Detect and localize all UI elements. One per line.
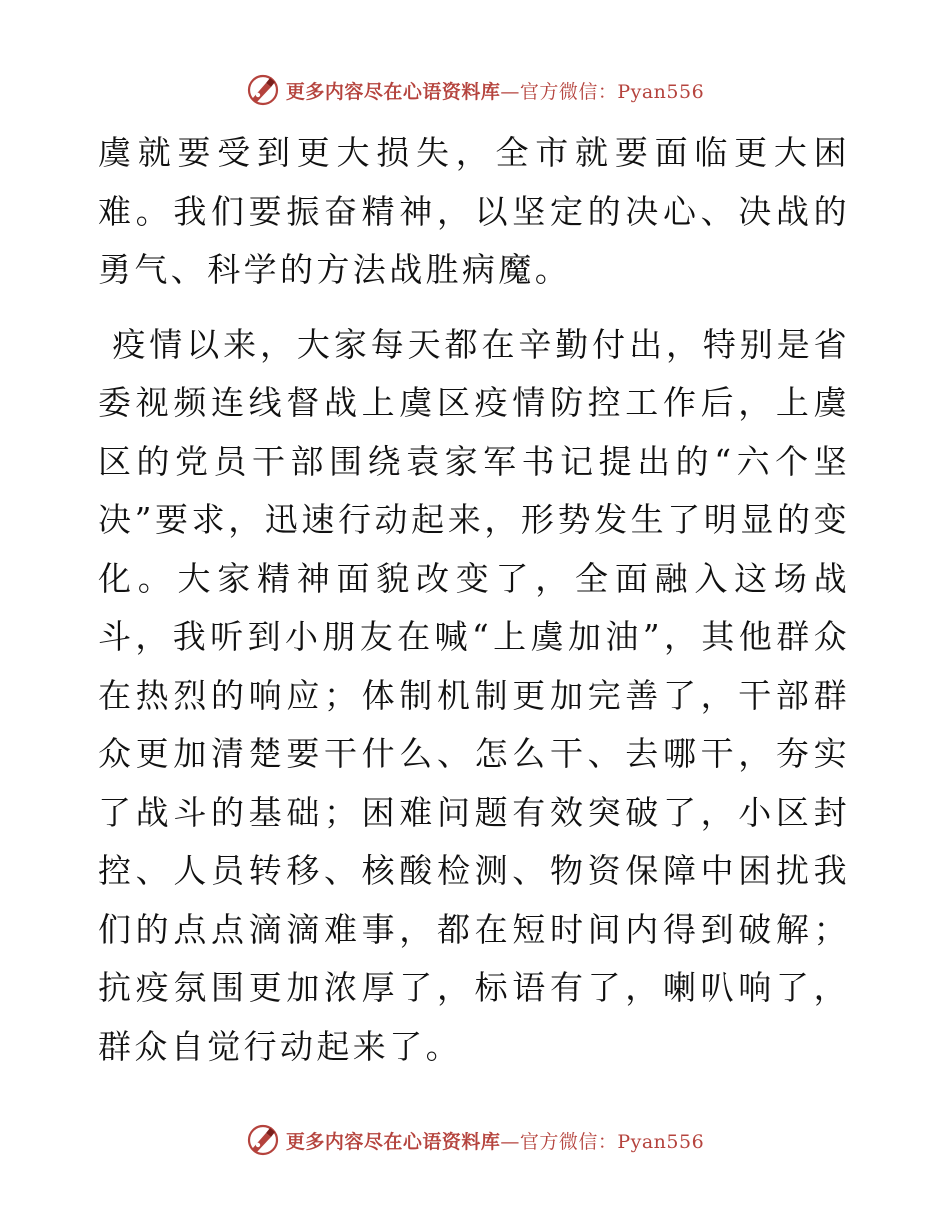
- footer-banner-text: 更多内容尽在心语资料库—官方微信：Pyan556: [285, 1130, 705, 1153]
- header-banner: [0, 70, 950, 110]
- header-banner-text: 更多内容尽在心语资料库—官方微信：Pyan556: [285, 80, 705, 103]
- pen-logo-icon: [246, 73, 280, 107]
- paragraph-1: 虞就要受到更大损失，全市就要面临更大困难。我们要振奋精神，以坚定的决心、决战的勇气、科学的方法战胜病魔。: [98, 133, 850, 289]
- pen-logo-icon: [246, 1123, 280, 1157]
- document-body: [98, 124, 850, 1076]
- paragraph-2: 疫情以来，大家每天都在辛勤付出，特别是省委视频连线督战上虞区疫情防控工作后，上虞区的党员干部围绕袁家军书记提出的“六个坚决”要求，迅速行动起来，形势发生了明显的变化。大家精神面貌改变了，全面融入这场战斗，我听到小朋友在喊“上虞加油”，其他群众在热烈的响应；体制机制更加完善了，干部群众更加清楚要干什么、怎么干、去哪干，夯实了战斗的基础；困难问题有效突破了，小区封控、人员转移、核酸检测、物资保障中困扰我们的点点滴滴难事，都在短时间内得到破解；抗疫氛围更加浓厚了，标语有了，喇叭响了，群众自觉行动起来了。: [98, 324, 851, 1066]
- footer-banner: [0, 1120, 950, 1160]
